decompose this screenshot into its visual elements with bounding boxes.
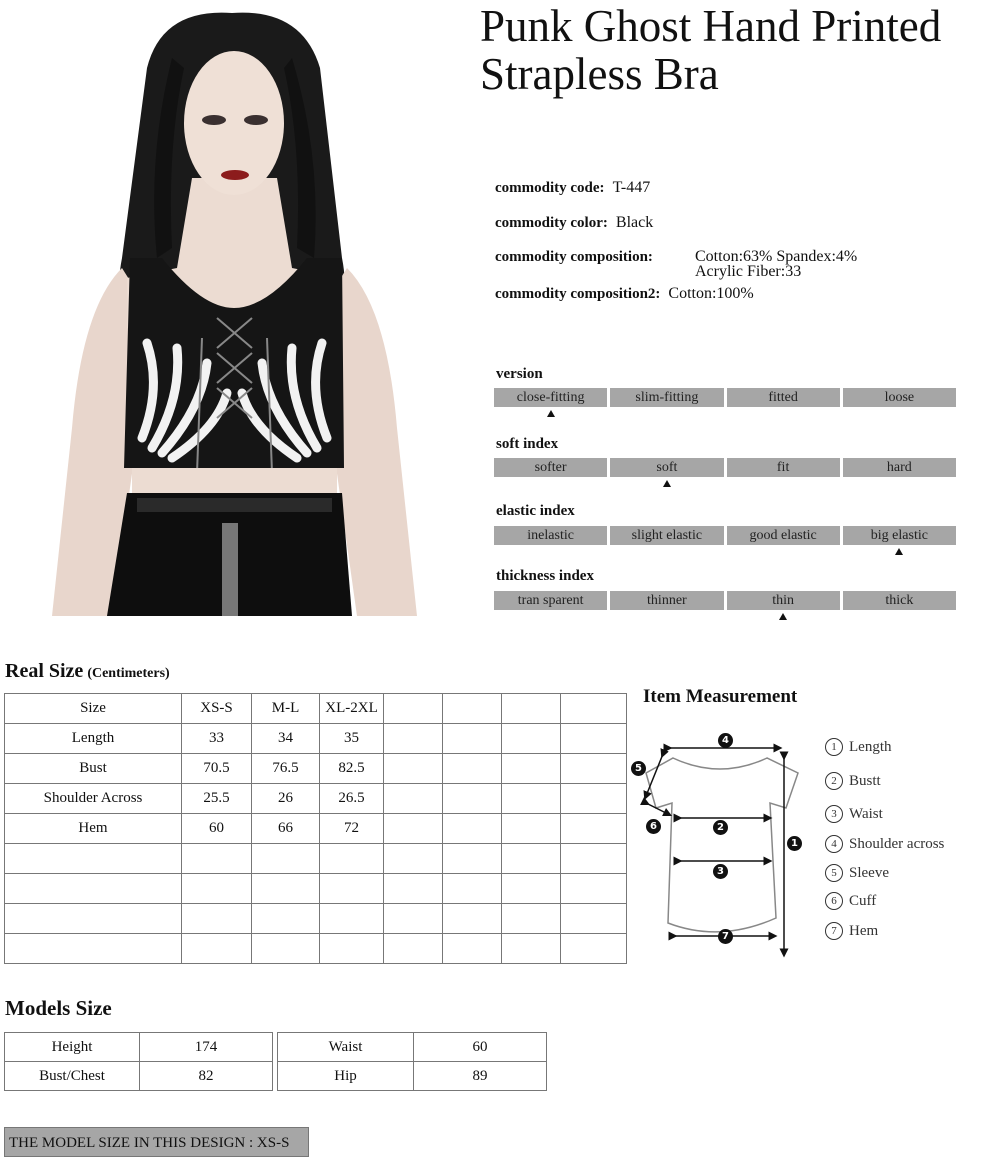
thickness-index-label: thickness index xyxy=(496,568,594,584)
table-cell xyxy=(320,904,384,934)
table-row xyxy=(5,814,627,844)
table-cell xyxy=(384,754,443,784)
commodity-composition2-label: commodity composition2: xyxy=(495,286,661,302)
table-cell: 25.5 xyxy=(182,784,252,814)
table-cell xyxy=(443,934,502,964)
legend-number-icon: 3 xyxy=(825,805,843,823)
measurement-diagram xyxy=(628,728,818,958)
table-cell xyxy=(443,814,502,844)
elastic-index-scale xyxy=(494,526,956,545)
table-cell xyxy=(384,904,443,934)
scale-option: thick xyxy=(843,591,956,610)
scale-option: good elastic xyxy=(727,526,840,545)
composition-line-1: Cotton:63% Spandex:4% xyxy=(695,248,858,265)
table-cell xyxy=(320,874,384,904)
legend-number-icon: 1 xyxy=(825,738,843,756)
table-cell: 60 xyxy=(182,814,252,844)
commodity-color-label: commodity color: xyxy=(495,215,608,231)
scale-option: fitted xyxy=(727,388,840,407)
legend-label: Length xyxy=(849,739,892,755)
table-cell xyxy=(502,934,561,964)
table-cell xyxy=(561,784,627,814)
legend-label: Shoulder across xyxy=(849,836,945,852)
table-cell xyxy=(320,844,384,874)
table-cell: Hip xyxy=(278,1062,414,1091)
table-cell xyxy=(443,904,502,934)
table-cell xyxy=(384,784,443,814)
table-row xyxy=(5,784,627,814)
table-row xyxy=(5,874,627,904)
scale-option: softer xyxy=(494,458,607,477)
table-cell xyxy=(443,724,502,754)
table-row xyxy=(5,1033,273,1062)
table-cell xyxy=(252,934,320,964)
table-cell: 34 xyxy=(252,724,320,754)
table-row xyxy=(5,694,627,724)
legend-item xyxy=(825,772,881,790)
table-cell xyxy=(384,814,443,844)
table-cell: 89 xyxy=(414,1062,547,1091)
real-size-unit: (Centimeters) xyxy=(87,666,170,681)
legend-number-icon: 2 xyxy=(825,772,843,790)
table-cell: Hem xyxy=(5,814,182,844)
table-cell: 76.5 xyxy=(252,754,320,784)
version-label: version xyxy=(496,366,543,382)
table-cell xyxy=(320,934,384,964)
commodity-composition-value xyxy=(695,249,857,279)
diagram-marker-icon: 2 xyxy=(713,820,728,835)
table-cell: Waist xyxy=(278,1033,414,1062)
table-row xyxy=(5,904,627,934)
item-measurement-heading: Item Measurement xyxy=(643,686,798,707)
table-row xyxy=(5,1062,273,1091)
table-cell: Size xyxy=(5,694,182,724)
table-cell xyxy=(502,694,561,724)
diagram-marker-icon: 4 xyxy=(718,733,733,748)
table-cell: 35 xyxy=(320,724,384,754)
models-size-heading: Models Size xyxy=(5,996,112,1020)
table-cell xyxy=(384,844,443,874)
table-cell: M-L xyxy=(252,694,320,724)
table-cell xyxy=(502,784,561,814)
legend-label: Cuff xyxy=(849,893,877,909)
scale-option: big elastic xyxy=(843,526,956,545)
table-cell xyxy=(502,844,561,874)
table-cell xyxy=(252,844,320,874)
commodity-composition2-row xyxy=(495,285,754,303)
table-cell xyxy=(384,694,443,724)
soft-index-scale xyxy=(494,458,956,477)
table-cell: 26 xyxy=(252,784,320,814)
scale-option: inelastic xyxy=(494,526,607,545)
table-cell: Height xyxy=(5,1033,140,1062)
table-cell xyxy=(561,694,627,724)
commodity-color-value: Black xyxy=(615,214,654,231)
table-cell: 26.5 xyxy=(320,784,384,814)
commodity-composition-label: commodity composition: xyxy=(495,249,653,265)
real-size-title: Real Size xyxy=(5,660,84,682)
table-cell xyxy=(182,844,252,874)
table-cell: Bust/Chest xyxy=(5,1062,140,1091)
table-cell xyxy=(384,874,443,904)
legend-item xyxy=(825,864,889,882)
table-cell xyxy=(252,874,320,904)
table-cell: 174 xyxy=(140,1033,273,1062)
table-cell xyxy=(502,754,561,784)
diagram-marker-icon: 1 xyxy=(787,836,802,851)
model-size-note: THE MODEL SIZE IN THIS DESIGN : XS-S xyxy=(4,1127,309,1157)
table-cell xyxy=(384,724,443,754)
legend-number-icon: 5 xyxy=(825,864,843,882)
table-cell: 70.5 xyxy=(182,754,252,784)
table-cell: 33 xyxy=(182,724,252,754)
table-cell xyxy=(561,904,627,934)
table-row xyxy=(278,1033,547,1062)
commodity-code-label: commodity code: xyxy=(495,180,605,196)
table-cell xyxy=(5,844,182,874)
table-cell xyxy=(561,754,627,784)
models-table-right xyxy=(277,1032,547,1091)
table-cell xyxy=(384,934,443,964)
legend-label: Bustt xyxy=(849,773,881,789)
table-row xyxy=(5,844,627,874)
version-scale xyxy=(494,388,956,407)
legend-label: Hem xyxy=(849,923,879,939)
legend-item xyxy=(825,922,878,940)
table-cell xyxy=(561,934,627,964)
table-cell xyxy=(502,724,561,754)
scale-option: thinner xyxy=(610,591,723,610)
scale-option: slim-fitting xyxy=(610,388,723,407)
table-cell xyxy=(561,814,627,844)
legend-label: Sleeve xyxy=(849,865,889,881)
table-cell xyxy=(5,904,182,934)
diagram-marker-icon: 3 xyxy=(713,864,728,879)
legend-item xyxy=(825,892,876,910)
table-row xyxy=(5,724,627,754)
table-row xyxy=(5,754,627,784)
scale-option: close-fitting xyxy=(494,388,607,407)
diagram-marker-icon: 7 xyxy=(718,929,733,944)
table-cell xyxy=(182,904,252,934)
elastic-index-label: elastic index xyxy=(496,503,575,519)
table-cell xyxy=(561,724,627,754)
table-cell xyxy=(5,934,182,964)
scale-option: soft xyxy=(610,458,723,477)
table-cell xyxy=(561,874,627,904)
table-cell: 72 xyxy=(320,814,384,844)
table-cell: Length xyxy=(5,724,182,754)
commodity-code-value: T-447 xyxy=(612,179,651,196)
diagram-marker-icon: 6 xyxy=(646,819,661,834)
commodity-composition-row xyxy=(495,248,661,266)
scale-option: tran sparent xyxy=(494,591,607,610)
legend-item xyxy=(825,805,883,823)
table-cell xyxy=(443,874,502,904)
table-cell: Bust xyxy=(5,754,182,784)
composition-line-2: Acrylic Fiber:33 xyxy=(695,263,802,280)
table-row xyxy=(5,934,627,964)
table-cell: 82 xyxy=(140,1062,273,1091)
table-cell: 60 xyxy=(414,1033,547,1062)
table-cell xyxy=(252,904,320,934)
legend-item xyxy=(825,835,944,853)
soft-index-label: soft index xyxy=(496,436,559,452)
table-cell: 66 xyxy=(252,814,320,844)
table-row xyxy=(278,1062,547,1091)
legend-number-icon: 4 xyxy=(825,835,843,853)
table-cell xyxy=(182,874,252,904)
table-cell xyxy=(443,694,502,724)
scale-option: hard xyxy=(843,458,956,477)
legend-item xyxy=(825,738,892,756)
commodity-code-row xyxy=(495,179,650,197)
product-photo xyxy=(52,8,417,616)
size-table xyxy=(4,693,627,964)
real-size-heading xyxy=(5,660,170,683)
table-cell xyxy=(5,874,182,904)
table-cell xyxy=(443,754,502,784)
table-cell: XS-S xyxy=(182,694,252,724)
scale-option: thin xyxy=(727,591,840,610)
table-cell: 82.5 xyxy=(320,754,384,784)
legend-number-icon: 7 xyxy=(825,922,843,940)
legend-label: Waist xyxy=(849,806,883,822)
thickness-index-scale xyxy=(494,591,956,610)
legend-number-icon: 6 xyxy=(825,892,843,910)
table-cell xyxy=(502,874,561,904)
table-cell xyxy=(443,784,502,814)
table-cell xyxy=(502,904,561,934)
table-cell xyxy=(443,844,502,874)
table-cell xyxy=(502,814,561,844)
product-title: Punk Ghost Hand Printed Strapless Bra xyxy=(480,1,942,99)
scale-option: fit xyxy=(727,458,840,477)
models-table-left xyxy=(4,1032,273,1091)
diagram-marker-icon: 5 xyxy=(631,761,646,776)
scale-option: loose xyxy=(843,388,956,407)
scale-option: slight elastic xyxy=(610,526,723,545)
table-cell: XL-2XL xyxy=(320,694,384,724)
table-cell: Shoulder Across xyxy=(5,784,182,814)
table-cell xyxy=(182,934,252,964)
commodity-composition2-value: Cotton:100% xyxy=(668,285,754,302)
commodity-color-row xyxy=(495,214,653,232)
table-cell xyxy=(561,844,627,874)
